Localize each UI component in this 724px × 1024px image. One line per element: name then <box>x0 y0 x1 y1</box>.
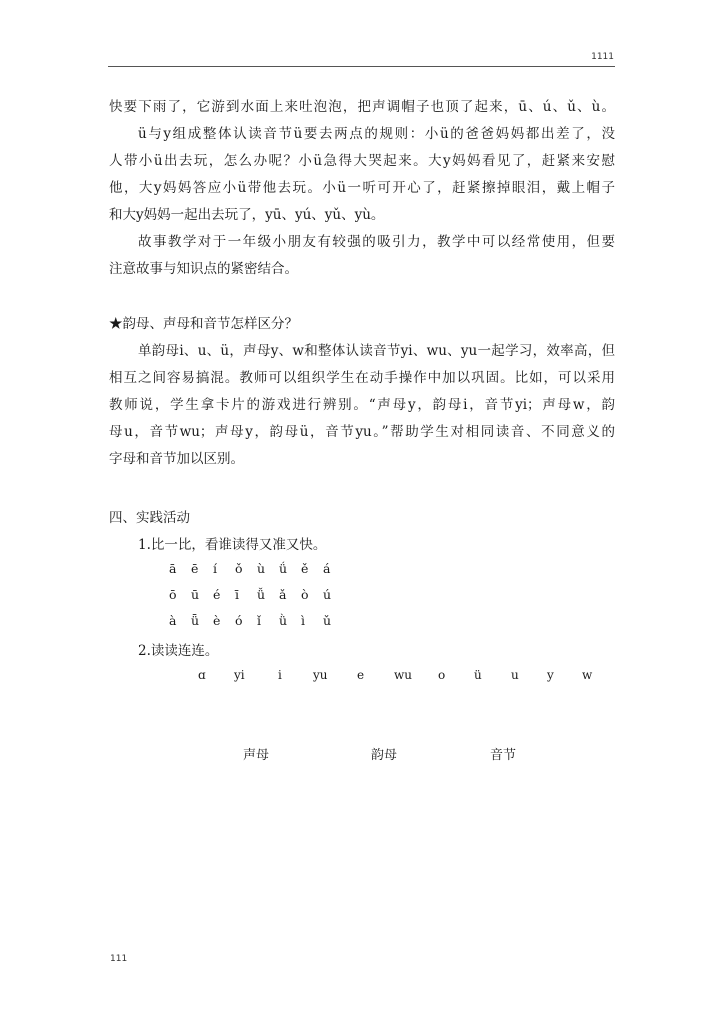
tone-letter: ù <box>257 561 266 576</box>
tone-letter: ǜ <box>279 613 288 628</box>
tone-letter: í <box>213 561 217 576</box>
paragraph-line: 注意故事与知识点的紧密结合。 <box>109 261 298 277</box>
tone-letter: ǔ <box>323 613 332 628</box>
matching-item[interactable]: yi <box>234 668 245 682</box>
tone-letter: ū <box>191 587 200 602</box>
tone-letter: ī <box>235 587 239 602</box>
category-shengmu[interactable]: 声母 <box>243 748 270 763</box>
tone-letter: è <box>213 613 221 628</box>
exercise-2-label: 2.读读连连。 <box>138 643 219 659</box>
matching-item[interactable]: ɑ <box>198 668 206 682</box>
matching-item[interactable]: ü <box>474 668 482 682</box>
matching-item[interactable]: w <box>582 668 593 682</box>
matching-item[interactable]: o <box>438 668 446 682</box>
tone-letter: ē <box>191 561 199 576</box>
paragraph-line: 单韵母i、u、ü，声母y、w和整体认读音节yi、wu、yu一起学习，效率高，但 <box>138 343 615 359</box>
tone-row-3 <box>169 613 345 628</box>
tone-letter: ǐ <box>257 613 261 628</box>
tone-letter: ǒ <box>235 561 243 576</box>
footer-page-number: 111 <box>110 954 128 964</box>
paragraph-line: 人带小ü出去玩，怎么办呢？小ü急得大哭起来。大y妈妈看见了，赶紧来安慰 <box>109 153 615 169</box>
tone-letter: ì <box>301 613 305 628</box>
tone-letter: à <box>169 613 177 628</box>
exercise-1-label: 1.比一比，看谁读得又准又快。 <box>138 537 327 553</box>
header-rule <box>108 66 615 67</box>
paragraph-line: 故事教学对于一年级小朋友有较强的吸引力，教学中可以经常使用，但要 <box>138 234 615 250</box>
paragraph-line: 母u，音节wu；声母y，韵母ü，音节yu。”帮助学生对相同读音、不同意义的 <box>109 424 615 440</box>
matching-item[interactable]: i <box>278 668 282 682</box>
tone-letter: ā <box>169 561 177 576</box>
paragraph-line: 教师说，学生拿卡片的游戏进行辨别。“声母y，韵母i，音节yi；声母w，韵 <box>109 397 615 413</box>
tone-letter: é <box>213 587 221 602</box>
matching-item[interactable]: u <box>511 668 519 682</box>
paragraph-line: 字母和音节加以区别。 <box>109 451 244 467</box>
paragraph-line: ü与y组成整体认读音节ü要去两点的规则：小ü的爸爸妈妈都出差了，没 <box>138 126 615 142</box>
matching-item[interactable]: e <box>357 668 365 682</box>
tone-letter: á <box>323 561 331 576</box>
section-title: 四、实践活动 <box>109 510 190 526</box>
matching-item[interactable]: wu <box>394 668 412 682</box>
paragraph-line: 和大y妈妈一起出去玩了，yū、yú、yǔ、yù。 <box>109 207 385 223</box>
matching-item[interactable]: yu <box>313 668 328 682</box>
tone-letter: ě <box>301 561 309 576</box>
paragraph-line: 他，大y妈妈答应小ü带他去玩。小ü一听可开心了，赶紧擦掉眼泪，戴上帽子 <box>109 180 615 196</box>
tone-letter: ú <box>323 587 332 602</box>
question-heading: ★韵母、声母和音节怎样区分？ <box>109 316 298 332</box>
tone-letter: ó <box>235 613 243 628</box>
tone-letter: ǘ <box>279 561 288 576</box>
tone-letter: ǖ <box>191 613 200 628</box>
category-yinjie[interactable]: 音节 <box>490 748 517 763</box>
matching-item[interactable]: y <box>547 668 554 682</box>
paragraph-line: 快要下雨了，它游到水面上来吐泡泡，把声调帽子也顶了起来，ū、ú、ǔ、ù。 <box>109 99 615 115</box>
tone-row-1 <box>169 561 345 576</box>
tone-letter: ō <box>169 587 177 602</box>
tone-letter: ò <box>301 587 309 602</box>
paragraph-line: 相互之间容易搞混。教师可以组织学生在动手操作中加以巩固。比如，可以采用 <box>109 370 615 386</box>
header-page-number: 1111 <box>591 52 614 62</box>
matching-letters-row <box>0 668 724 684</box>
tone-letter: ǚ <box>257 587 266 602</box>
tone-row-2 <box>169 587 345 602</box>
category-yunmu[interactable]: 韵母 <box>371 748 398 763</box>
tone-letter: ǎ <box>279 587 287 602</box>
